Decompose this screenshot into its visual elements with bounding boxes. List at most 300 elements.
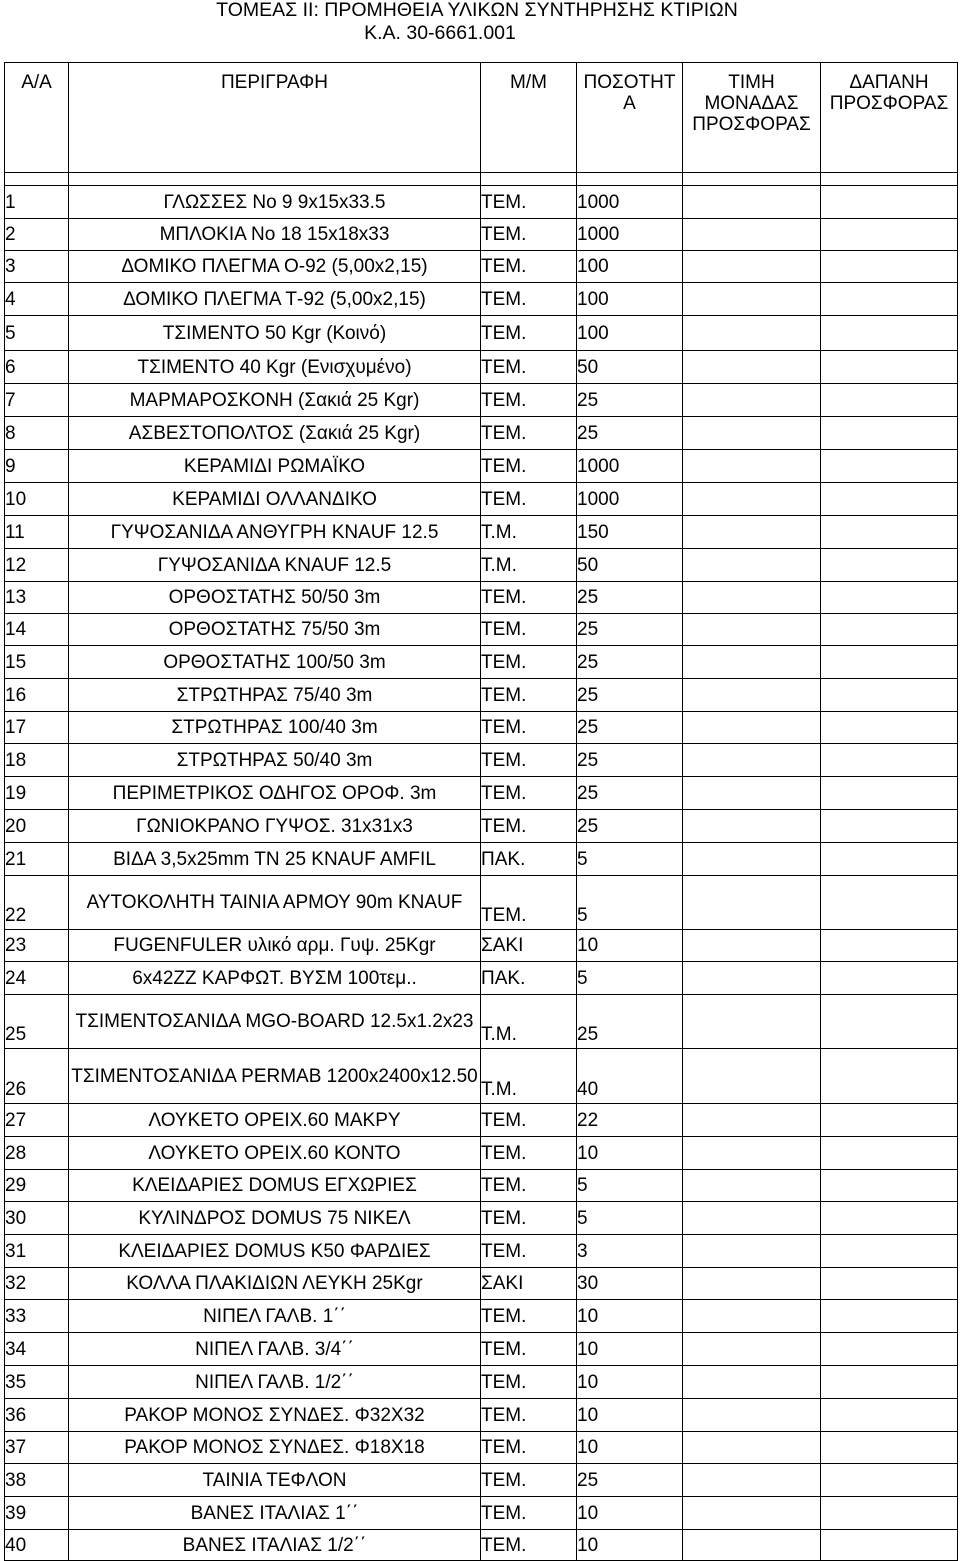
item-description <box>69 1333 481 1366</box>
item-unit <box>481 283 577 316</box>
item-description-text: ΝΙΠΕΛ ΓΑΛΒ. 1/2΄΄ <box>195 1371 354 1393</box>
item-description-text: ΤΣΙΜΕΝΤΟ 50 Kgr (Κοινό) <box>162 322 387 344</box>
item-unit <box>481 1464 577 1497</box>
item-quantity <box>577 1366 683 1399</box>
item-offer-cost <box>821 186 958 219</box>
item-description-text: ΛΟΥΚΕΤΟ ΟΡΕΙΧ.60 ΚΟΝΤΟ <box>148 1142 401 1164</box>
item-offer-cost <box>821 1170 958 1202</box>
item-quantity-text: 5 <box>577 905 588 926</box>
item-offer-cost <box>821 876 958 930</box>
item-unit-text: ΤΕΜ. <box>481 191 527 213</box>
item-number <box>5 1300 69 1333</box>
item-description-text: 6x42ZZ ΚΑΡΦΩΤ. ΒΥΣΜ 100τεμ.. <box>132 967 417 989</box>
item-quantity-text: 10 <box>577 1437 599 1458</box>
item-unit <box>481 1530 577 1561</box>
item-offer-cost <box>821 417 958 450</box>
item-quantity <box>577 351 683 384</box>
item-unit-price <box>683 417 821 450</box>
item-description <box>69 614 481 646</box>
item-quantity-text: 10 <box>577 1142 599 1164</box>
item-quantity <box>577 1137 683 1170</box>
item-description-text: ΝΙΠΕΛ ΓΑΛΒ. 1΄΄ <box>203 1305 346 1327</box>
item-unit-text: ΤΕΜ. <box>481 905 527 926</box>
item-unit-text: ΤΕΜ. <box>481 488 527 510</box>
item-quantity <box>577 516 683 549</box>
header-quantity-line2: Α <box>623 93 636 114</box>
item-number-text: 7 <box>5 389 16 411</box>
item-offer-cost <box>821 1432 958 1464</box>
item-description <box>69 316 481 351</box>
item-number <box>5 777 69 810</box>
table-row <box>5 316 958 351</box>
item-number <box>5 1366 69 1399</box>
header-aa <box>5 63 69 173</box>
item-quantity <box>577 186 683 219</box>
item-unit <box>481 417 577 450</box>
item-description <box>69 712 481 744</box>
item-unit <box>481 1049 577 1104</box>
item-description <box>69 1235 481 1268</box>
item-unit <box>481 810 577 843</box>
item-unit-price <box>683 384 821 417</box>
table-row <box>5 417 958 450</box>
item-offer-cost <box>821 962 958 995</box>
item-number-text: 25 <box>5 1024 27 1045</box>
item-number-text: 36 <box>5 1404 27 1426</box>
item-description <box>69 1104 481 1137</box>
table-row <box>5 1399 958 1432</box>
item-description-text: ΜΠΛΟΚΙΑ Νο 18 15x18x33 <box>159 224 390 245</box>
materials-table-body <box>5 63 958 1561</box>
table-row <box>5 1333 958 1366</box>
item-description <box>69 483 481 516</box>
item-unit-price <box>683 1432 821 1464</box>
item-description-text: ΚΥΛΙΝΔΡΟΣ DOMUS 75 ΝΙΚΕΛ <box>138 1207 411 1229</box>
item-quantity <box>577 1202 683 1235</box>
item-unit-text: ΤΕΜ. <box>481 1469 527 1491</box>
item-quantity-text: 22 <box>577 1109 599 1131</box>
item-unit <box>481 930 577 962</box>
item-number-text: 22 <box>5 905 27 926</box>
item-description-text: ΝΙΠΕΛ ΓΑΛΒ. 3/4΄΄ <box>195 1338 354 1360</box>
table-row <box>5 1137 958 1170</box>
table-row <box>5 283 958 316</box>
item-description <box>69 450 481 483</box>
item-offer-cost <box>821 777 958 810</box>
item-quantity <box>577 417 683 450</box>
header-offer-cost <box>821 63 958 173</box>
item-quantity-text: 5 <box>577 967 588 989</box>
item-description <box>69 1399 481 1432</box>
item-offer-cost <box>821 1530 958 1561</box>
table-row <box>5 1049 958 1104</box>
table-row <box>5 351 958 384</box>
item-description-text: ΤΣΙΜΕΝΤΟ 40 Kgr (Ενισχυμένο) <box>137 356 412 378</box>
item-unit <box>481 1497 577 1530</box>
item-offer-cost <box>821 516 958 549</box>
item-offer-cost <box>821 995 958 1049</box>
item-quantity <box>577 1235 683 1268</box>
item-description <box>69 1049 481 1104</box>
item-number <box>5 930 69 962</box>
item-number <box>5 1049 69 1104</box>
item-unit-price <box>683 930 821 962</box>
item-number <box>5 712 69 744</box>
item-number-text: 1 <box>5 191 16 213</box>
item-quantity <box>577 483 683 516</box>
item-description-text: ΒΙΔΑ 3,5x25mm TN 25 KNAUF AMFIL <box>113 848 436 870</box>
table-row <box>5 679 958 712</box>
item-unit-price <box>683 1399 821 1432</box>
materials-table <box>4 62 958 1561</box>
table-row <box>5 1104 958 1137</box>
header-description <box>69 63 481 173</box>
item-unit-text: ΤΕΜ. <box>481 782 527 804</box>
item-number-text: 6 <box>5 356 16 378</box>
item-description-text: ΒΑΝΕΣ ΙΤΑΛΙΑΣ 1/2΄΄ <box>182 1534 367 1556</box>
item-quantity-text: 25 <box>577 684 599 706</box>
item-quantity-text: 10 <box>577 1534 599 1556</box>
item-quantity-text: 10 <box>577 1338 599 1360</box>
table-spacer-row <box>5 173 958 186</box>
item-description-text: ΣΤΡΩΤΗΡΑΣ 75/40 3m <box>176 684 373 706</box>
item-offer-cost <box>821 679 958 712</box>
item-offer-cost <box>821 384 958 417</box>
item-quantity <box>577 582 683 614</box>
item-quantity <box>577 316 683 351</box>
item-description-text: ΠΕΡΙΜΕΤΡΙΚΟΣ ΟΔΗΓΟΣ ΟΡΟΦ. 3m <box>112 782 437 804</box>
item-unit-text: ΣΑΚΙ <box>481 1273 524 1294</box>
item-number <box>5 876 69 930</box>
item-unit-text: ΤΕΜ. <box>481 1502 527 1524</box>
item-unit <box>481 1399 577 1432</box>
item-unit-price <box>683 450 821 483</box>
table-row <box>5 582 958 614</box>
item-number-text: 2 <box>5 224 16 245</box>
item-number <box>5 316 69 351</box>
item-quantity <box>577 219 683 251</box>
item-number-text: 27 <box>5 1109 27 1131</box>
item-unit-text: ΤΕΜ. <box>481 815 527 837</box>
item-offer-cost <box>821 1104 958 1137</box>
header-aa-label: Α/Α <box>21 72 52 93</box>
table-row <box>5 646 958 679</box>
item-unit <box>481 450 577 483</box>
table-row <box>5 744 958 777</box>
item-unit <box>481 1300 577 1333</box>
item-unit-text: ΤΕΜ. <box>481 717 527 738</box>
item-number-text: 9 <box>5 455 16 477</box>
table-row <box>5 1235 958 1268</box>
item-quantity-text: 50 <box>577 554 599 576</box>
item-number <box>5 417 69 450</box>
item-number-text: 10 <box>5 488 27 510</box>
item-offer-cost <box>821 316 958 351</box>
item-number-text: 24 <box>5 967 27 989</box>
item-quantity-text: 1000 <box>577 455 620 477</box>
item-number-text: 15 <box>5 651 27 673</box>
item-description-text: ΑΣΒΕΣΤΟΠΟΛΤΟΣ (Σακιά 25 Kgr) <box>128 422 421 444</box>
item-unit-price <box>683 1333 821 1366</box>
item-unit-price <box>683 219 821 251</box>
item-offer-cost <box>821 483 958 516</box>
item-quantity <box>577 1049 683 1104</box>
item-description <box>69 251 481 283</box>
item-description <box>69 1170 481 1202</box>
item-quantity-text: 25 <box>577 782 599 804</box>
item-unit-price <box>683 843 821 876</box>
header-offer-cost-line2: ΠΡΟΣΦΟΡΑΣ <box>829 93 949 114</box>
item-unit-price <box>683 777 821 810</box>
item-number-text: 14 <box>5 619 27 640</box>
item-description <box>69 679 481 712</box>
item-quantity <box>577 777 683 810</box>
item-unit-text: Τ.Μ. <box>481 1024 517 1045</box>
item-number-text: 34 <box>5 1338 27 1360</box>
item-quantity-text: 10 <box>577 1305 599 1327</box>
item-number-text: 33 <box>5 1305 27 1327</box>
item-offer-cost <box>821 810 958 843</box>
item-quantity <box>577 679 683 712</box>
item-unit <box>481 843 577 876</box>
header-unit-price <box>683 63 821 173</box>
item-quantity-text: 1000 <box>577 488 620 510</box>
item-description-text: ΚΛΕΙΔΑΡΙΕΣ DOMUS K50 ΦΑΡΔΙΕΣ <box>118 1240 431 1262</box>
item-number <box>5 962 69 995</box>
item-quantity <box>577 1464 683 1497</box>
item-unit-text: ΤΕΜ. <box>481 684 527 706</box>
item-description-text: FUGENFULER υλικό αρμ. Γυψ. 25Kgr <box>113 935 436 956</box>
item-unit <box>481 1104 577 1137</box>
item-quantity-text: 25 <box>577 619 599 640</box>
item-offer-cost <box>821 219 958 251</box>
item-description <box>69 1432 481 1464</box>
item-description-text: ΓΥΨΟΣΑΝΙΔΑ KNAUF 12.5 <box>157 554 392 576</box>
item-quantity-text: 3 <box>577 1240 588 1262</box>
item-unit-price <box>683 744 821 777</box>
header-description-label: ΠΕΡΙΓΡΑΦΗ <box>220 72 329 93</box>
item-number <box>5 1464 69 1497</box>
item-description <box>69 351 481 384</box>
spacer-cell <box>5 173 69 186</box>
item-unit-price <box>683 712 821 744</box>
item-description <box>69 1268 481 1300</box>
item-offer-cost <box>821 744 958 777</box>
item-description-text: ΔΟΜΙΚΟ ΠΛΕΓΜΑ Ο-92 (5,00x2,15) <box>121 256 428 277</box>
item-unit <box>481 995 577 1049</box>
item-quantity-text: 25 <box>577 587 599 608</box>
item-description <box>69 1366 481 1399</box>
item-number <box>5 219 69 251</box>
item-unit <box>481 1235 577 1268</box>
header-unit-price-line1: ΤΙΜΗ <box>728 72 775 93</box>
item-unit <box>481 1170 577 1202</box>
item-number-text: 8 <box>5 422 16 444</box>
item-offer-cost <box>821 251 958 283</box>
item-number-text: 16 <box>5 684 27 706</box>
item-unit-text: ΤΕΜ. <box>481 1240 527 1262</box>
item-unit-price <box>683 1137 821 1170</box>
item-number-text: 4 <box>5 288 16 310</box>
item-unit <box>481 646 577 679</box>
table-row <box>5 483 958 516</box>
item-description-text: ΤΑΙΝΙΑ ΤΕΦΛΟΝ <box>202 1469 347 1491</box>
item-unit-price <box>683 251 821 283</box>
item-number <box>5 614 69 646</box>
item-description-text: ΡΑΚΟΡ ΜΟΝΟΣ ΣΥΝΔΕΣ. Φ32Χ32 <box>124 1404 425 1426</box>
item-description-text: ΡΑΚΟΡ ΜΟΝΟΣ ΣΥΝΔΕΣ. Φ18Χ18 <box>124 1437 425 1458</box>
table-row <box>5 1497 958 1530</box>
table-row <box>5 1366 958 1399</box>
item-number-text: 28 <box>5 1142 27 1164</box>
item-description-text: ΟΡΘΟΣΤΑΤΗΣ 75/50 3m <box>168 619 381 640</box>
item-description <box>69 516 481 549</box>
item-quantity <box>577 1530 683 1561</box>
item-number-text: 19 <box>5 782 27 804</box>
item-offer-cost <box>821 549 958 582</box>
item-number <box>5 483 69 516</box>
item-number-text: 37 <box>5 1437 27 1458</box>
item-offer-cost <box>821 1300 958 1333</box>
item-offer-cost <box>821 1202 958 1235</box>
item-quantity <box>577 995 683 1049</box>
item-unit-price <box>683 646 821 679</box>
header-quantity-line1: ΠΟΣΟΤΗΤ <box>583 72 676 93</box>
item-description-text: ΚΕΡΑΜΙΔΙ ΡΩΜΑΪΚΟ <box>183 455 366 477</box>
item-number-text: 31 <box>5 1240 27 1262</box>
item-quantity <box>577 930 683 962</box>
item-offer-cost <box>821 1268 958 1300</box>
spacer-cell <box>69 173 481 186</box>
item-quantity <box>577 1399 683 1432</box>
item-unit-text: ΤΕΜ. <box>481 651 527 673</box>
item-unit <box>481 962 577 995</box>
header-unit-price-line3: ΠΡΟΣΦΟΡΑΣ <box>692 114 811 135</box>
item-quantity <box>577 251 683 283</box>
item-description <box>69 1300 481 1333</box>
table-row <box>5 251 958 283</box>
table-row <box>5 810 958 843</box>
item-number-text: 39 <box>5 1502 27 1524</box>
item-number <box>5 843 69 876</box>
item-unit-price <box>683 1235 821 1268</box>
item-quantity-text: 25 <box>577 717 599 738</box>
item-number <box>5 1268 69 1300</box>
item-unit-text: ΤΕΜ. <box>481 1371 527 1393</box>
table-row <box>5 1464 958 1497</box>
item-unit-text: ΤΕΜ. <box>481 1175 527 1196</box>
item-description-text: ΤΣΙΜΕΝΤΟΣΑΝΙΔΑ MGO-BOARD 12.5x1.2x23 <box>75 1011 474 1032</box>
item-description-text: ΤΣΙΜΕΝΤΟΣΑΝΙΔΑ PERMAB 1200x2400x12.50 <box>71 1065 478 1087</box>
item-number <box>5 549 69 582</box>
table-row <box>5 876 958 930</box>
item-unit-text: ΠΑΚ. <box>481 848 526 870</box>
item-unit <box>481 1202 577 1235</box>
item-unit-text: ΤΕΜ. <box>481 1534 527 1556</box>
item-unit <box>481 186 577 219</box>
item-description-text: ΚΟΛΛΑ ΠΛΑΚΙΔΙΩΝ ΛΕΥΚΗ 25Kgr <box>126 1273 423 1294</box>
item-number <box>5 384 69 417</box>
item-quantity <box>577 1497 683 1530</box>
item-quantity-text: 25 <box>577 422 599 444</box>
item-number <box>5 1137 69 1170</box>
item-unit-text: ΤΕΜ. <box>481 455 527 477</box>
item-quantity <box>577 1104 683 1137</box>
item-number <box>5 582 69 614</box>
item-description <box>69 219 481 251</box>
item-description-text: ΛΟΥΚΕΤΟ ΟΡΕΙΧ.60 ΜΑΚΡΥ <box>148 1109 401 1131</box>
item-description <box>69 417 481 450</box>
item-number <box>5 251 69 283</box>
item-quantity <box>577 810 683 843</box>
item-description-text: ΓΩΝΙΟΚΡΑΝΟ ΓΥΨΟΣ. 31x31x3 <box>136 815 413 837</box>
item-number-text: 18 <box>5 749 27 771</box>
item-quantity-text: 10 <box>577 935 599 956</box>
item-quantity <box>577 283 683 316</box>
item-unit-price <box>683 1170 821 1202</box>
header-offer-cost-line1: ΔΑΠΑΝΗ <box>849 72 929 93</box>
item-number <box>5 1497 69 1530</box>
item-unit-price <box>683 483 821 516</box>
item-description-text: ΟΡΘΟΣΤΑΤΗΣ 100/50 3m <box>163 651 386 673</box>
item-unit-text: ΤΕΜ. <box>481 322 527 344</box>
item-unit-price <box>683 1268 821 1300</box>
item-number-text: 30 <box>5 1207 27 1229</box>
item-offer-cost <box>821 1137 958 1170</box>
item-description <box>69 1497 481 1530</box>
table-row <box>5 777 958 810</box>
item-unit <box>481 1366 577 1399</box>
item-description-text: ΔΟΜΙΚΟ ΠΛΕΓΜΑ Τ-92 (5,00x2,15) <box>123 288 426 310</box>
item-number-text: 13 <box>5 587 27 608</box>
table-row <box>5 995 958 1049</box>
item-number <box>5 1170 69 1202</box>
item-number <box>5 1104 69 1137</box>
item-quantity <box>577 1432 683 1464</box>
item-quantity-text: 30 <box>577 1273 599 1294</box>
item-quantity-text: 5 <box>577 1207 588 1229</box>
item-description-text: ΑΥΤΟΚΟΛΗΤΗ ΤΑΙΝΙΑ ΑΡΜΟΥ 90m KNAUF <box>86 892 463 913</box>
item-quantity <box>577 384 683 417</box>
table-row <box>5 1432 958 1464</box>
item-unit <box>481 876 577 930</box>
item-unit <box>481 351 577 384</box>
item-unit-price <box>683 351 821 384</box>
item-unit-text: ΤΕΜ. <box>481 256 527 277</box>
item-description <box>69 582 481 614</box>
item-quantity <box>577 962 683 995</box>
item-unit-text: ΤΕΜ. <box>481 356 527 378</box>
item-offer-cost <box>821 1333 958 1366</box>
spacer-cell <box>683 173 821 186</box>
item-unit-text: ΤΕΜ. <box>481 1305 527 1327</box>
item-description <box>69 876 481 930</box>
spacer-cell <box>821 173 958 186</box>
item-unit <box>481 744 577 777</box>
item-quantity <box>577 712 683 744</box>
item-description <box>69 777 481 810</box>
item-unit-price <box>683 614 821 646</box>
table-row <box>5 1300 958 1333</box>
item-description-text: ΒΑΝΕΣ ΙΤΑΛΙΑΣ 1΄΄ <box>190 1502 359 1524</box>
table-row <box>5 549 958 582</box>
item-number-text: 40 <box>5 1534 27 1556</box>
item-quantity-text: 10 <box>577 1371 599 1393</box>
item-number <box>5 744 69 777</box>
item-quantity-text: 5 <box>577 1175 588 1196</box>
item-number-text: 23 <box>5 935 27 956</box>
item-unit-text: ΤΕΜ. <box>481 1109 527 1131</box>
